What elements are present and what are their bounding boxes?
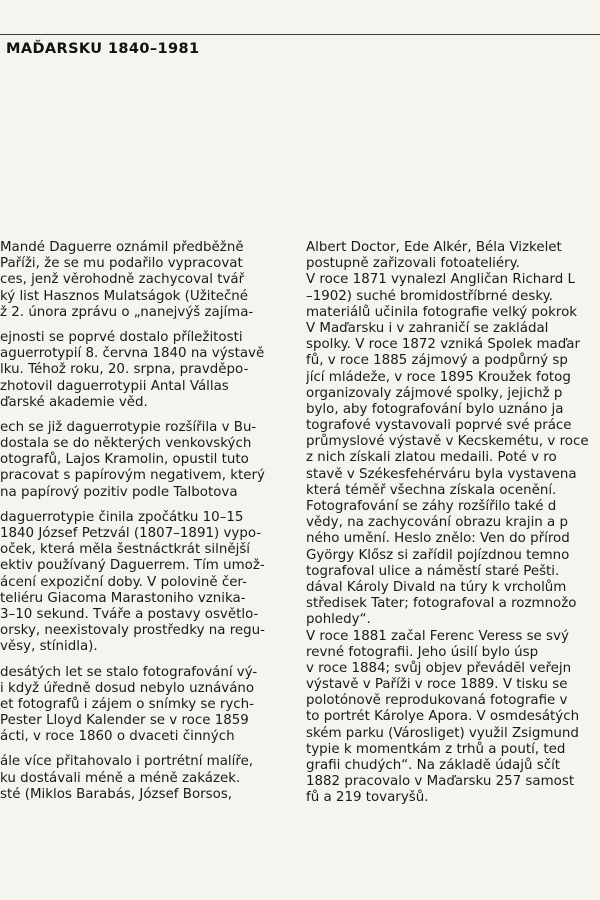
text-line: spolky. V roce 1872 vzniká Spolek maďar bbox=[306, 337, 580, 353]
paragraph-gap bbox=[0, 411, 292, 420]
text-line: která téměř všechna získala ocenění. bbox=[306, 482, 557, 498]
text-line: Mandé Daguerre oznámil předběžně bbox=[0, 240, 244, 255]
text-line: pracovat s papírovým negativem, který bbox=[0, 468, 265, 484]
header-rule bbox=[0, 34, 600, 35]
text-line: středisek Tater; fotografoval a rozmnožo bbox=[306, 596, 577, 612]
text-line: organizovaly zájmové spolky, jejichž p bbox=[306, 385, 563, 401]
text-line: dostala se do některých venkovských bbox=[0, 436, 252, 452]
text-line: průmyslové výstavě v Kecskemétu, v roce bbox=[306, 434, 589, 450]
page-header-title: MAĎARSKU 1840–1981 bbox=[6, 41, 200, 57]
text-line: 3–10 sekund. Tváře a postavy osvětlo- bbox=[0, 606, 259, 622]
text-line: oček, která měla šestnáctkrát silnější bbox=[0, 542, 251, 558]
text-line: Paříži, že se mu podařilo vypracovat bbox=[0, 256, 243, 272]
text-line: ácti, v roce 1860 o dvaceti činných bbox=[0, 729, 235, 745]
text-line: postupně zařizovali fotoateliéry. bbox=[306, 256, 520, 272]
text-line: –1902) suché bromidostříbrné desky. bbox=[306, 288, 553, 304]
text-line: výstavě v Paříži v roce 1889. V tisku se bbox=[306, 677, 568, 693]
text-line: tografové vystavovali poprvé své práce bbox=[306, 418, 572, 434]
text-line: ku dostávali méně a méně zakázek. bbox=[0, 770, 241, 786]
text-line: V Maďarsku i v zahraničí se zakládal bbox=[306, 320, 549, 336]
text-line: daguerrotypie činila zpočátku 10–15 bbox=[0, 509, 244, 525]
text-line: Albert Doctor, Ede Alkér, Béla Vizkelet bbox=[306, 240, 562, 255]
text-line: desátých let se stalo fotografování vý- bbox=[0, 664, 258, 680]
text-line: orsky, neexistovaly prostředky na regu- bbox=[0, 623, 265, 639]
text-line: zhotovil daguerrotypii Antal Vállas bbox=[0, 378, 229, 394]
text-line: typie k momentkám z trhů a poutí, ted bbox=[306, 741, 566, 757]
text-line: sté (Miklos Barabás, József Borsos, bbox=[0, 786, 233, 802]
text-line: ejnosti se poprvé dostalo příležitosti bbox=[0, 329, 243, 345]
text-line: vědy, na zachycování obrazu krajin a p bbox=[306, 515, 568, 531]
text-line: ácení expoziční doby. V polovině čer- bbox=[0, 574, 247, 590]
text-line: György Klősz si zařídil pojízdnou temno bbox=[306, 547, 570, 563]
left-text-column bbox=[0, 240, 292, 880]
right-text-column bbox=[306, 240, 600, 880]
text-line: bylo, aby fotografování bylo uznáno ja bbox=[306, 401, 564, 417]
text-line: ektiv používaný Daguerrem. Tím umož- bbox=[0, 558, 265, 574]
text-line: V roce 1871 vynalezl Angličan Richard L bbox=[306, 272, 575, 288]
text-line: ného umění. Heslo znělo: Ven do přírod bbox=[306, 531, 570, 547]
text-line: ském parku (Városliget) využil Zsigmund bbox=[306, 725, 579, 741]
text-line: na papírový pozitiv podle Talbotova bbox=[0, 484, 238, 500]
text-line: ále více přitahovalo i portrétní malíře, bbox=[0, 754, 254, 770]
text-line: et fotografů i zájem o snímky se rych- bbox=[0, 696, 254, 712]
text-line: polotónově reprodukovaná fotografie v bbox=[306, 693, 568, 709]
paragraph-gap bbox=[0, 321, 292, 330]
text-line: otografů, Lajos Kramolin, opustil tuto bbox=[0, 452, 249, 468]
text-line: pohledy“. bbox=[306, 612, 371, 628]
text-line: to portrét Károlye Apora. V osmdesátých bbox=[306, 709, 580, 725]
text-line: Pester Lloyd Kalender se v roce 1859 bbox=[0, 713, 249, 729]
text-line: materiálů učinila fotografie velký pokrok bbox=[306, 304, 578, 320]
text-line: ech se již daguerrotypie rozšířila v Bu- bbox=[0, 419, 257, 435]
text-line: ž 2. února zprávu o „nanejvýš zajíma- bbox=[0, 304, 254, 320]
text-line: stavě v Székesfehérváru byla vystavena bbox=[306, 466, 577, 482]
text-line: 1840 József Petzvál (1807–1891) vypo- bbox=[0, 526, 262, 541]
text-line: fů, v roce 1885 zájmový a podpůrný sp bbox=[306, 353, 568, 369]
text-line: 1882 pracovalo v Maďarsku 257 samost bbox=[306, 774, 575, 790]
text-line: V roce 1881 začal Ferenc Veress se svý bbox=[306, 628, 569, 644]
paragraph-gap bbox=[0, 656, 292, 665]
paragraph-gap bbox=[0, 501, 292, 510]
text-line: v roce 1884; svůj objev převádĕl veřejn bbox=[306, 660, 572, 676]
text-line: teliéru Giacoma Marastoniho vznika- bbox=[0, 590, 246, 606]
text-line: aguerrotypií 8. června 1840 na výstavě bbox=[0, 346, 265, 362]
text-line: ký list Hasznos Mulatságok (Užitečné bbox=[0, 288, 249, 304]
text-line: revné fotografii. Jeho úsilí bylo úsp bbox=[306, 644, 539, 660]
text-line: fů a 219 tovaryšů. bbox=[306, 790, 429, 806]
text-line: ďarské akademie věd. bbox=[0, 394, 148, 410]
text-line: věsy, stínidla). bbox=[0, 639, 98, 655]
text-line: Fotografování se záhy rozšířilo také d bbox=[306, 499, 557, 514]
text-line: i když úředně dosud nebylo uznáváno bbox=[0, 680, 255, 696]
text-line: lku. Téhož roku, 20. srpna, pravděpo- bbox=[0, 362, 249, 378]
text-line: grafii chudých“. Na základě údajů sčít bbox=[306, 758, 561, 773]
text-line: tografoval ulice a náměstí staré Pešti. bbox=[306, 563, 560, 579]
text-line: z nich získali zlatou medaili. Poté v ro bbox=[306, 450, 557, 466]
text-line: dával Károly Divald na túry k vrcholům bbox=[306, 579, 567, 595]
text-line: ces, jenž věrohodně zachycoval tvář bbox=[0, 272, 245, 288]
text-line: jící mládeže, v roce 1895 Kroužek fotog bbox=[306, 369, 571, 385]
